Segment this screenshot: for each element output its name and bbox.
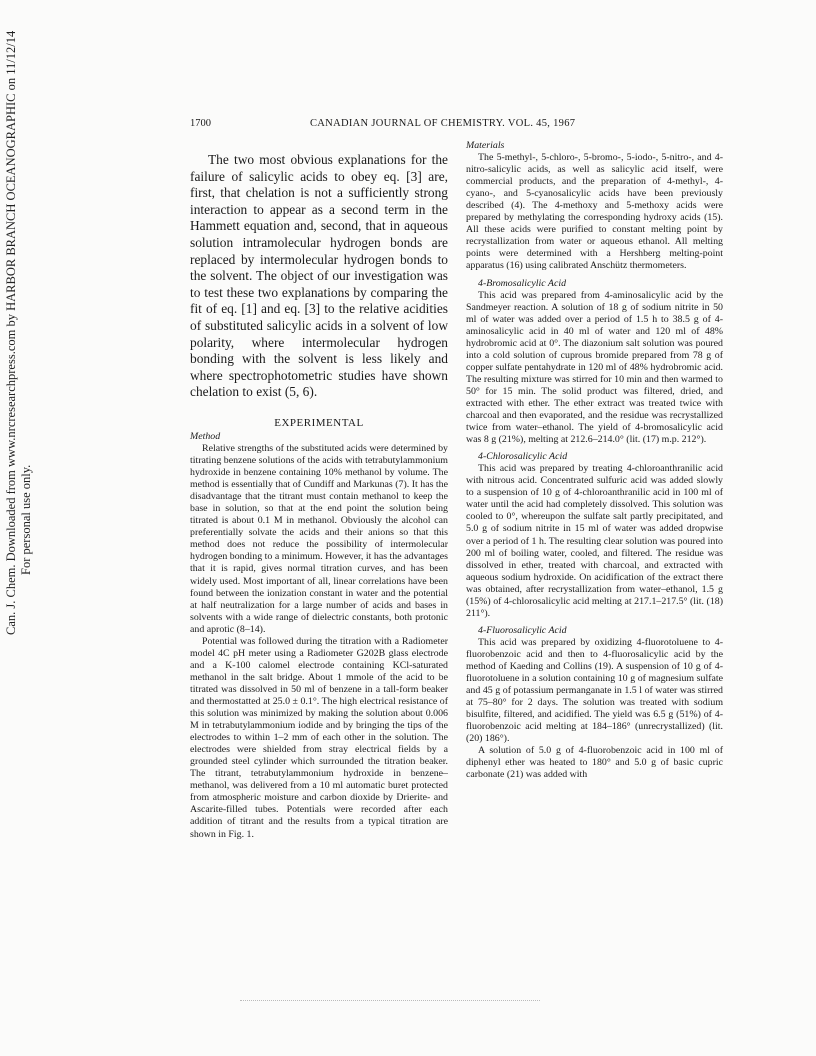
running-header: [190, 118, 730, 134]
fluoro-heading: 4-Fluorosalicylic Acid: [478, 624, 567, 636]
method-paragraph-2: Potential was followed during the titration with a Radiometer model 4C pH meter using a Radiometer G202B glass electrode and a K-100 calomel electrode containing KCl-saturated methanol in the salt bridge. About 1 mmole of the acid to be titrated was dissolved in 50 ml of benzene in a tall-form beaker and thermostatted at 25.0 ± 0.1°. The high electrical resistance of this solution was minimized by making the solution about 0.006 M in tetrabutylammonium iodide and by bringing the tips of the electrodes to within 1–2 mm of each other in the solution. The electrodes were shielded from stray electrical fields by a grounded steel cylinder which surrounded the titration beaker. The titrant, tetrabutylammonium hydroxide in benzene–methanol, was delivered from a 10 ml automatic buret protected from atmospheric moisture and carbon dioxide by Drierite- and Ascarite-filled tubes. Potentials were recorded after each addition of titrant and the results from a typical titration are shown in Fig. 1.: [190, 635, 448, 840]
fluoro-paragraph-1: This acid was prepared by oxidizing 4-fluorotoluene to 4-fluorobenzoic acid and then to 4-fluorosalicylic acid by the method of Kaeding and Collins (19). A suspension of 10 g of 4-fluorotoluene in a solution containing 10 g of magnesium sulfate and 45 g of potassium permanganate in 1.5 l of water was stirred at 75–80° for 2 days. The solution was treated with sodium bisulfite, filtered, and acidified. The yield was 6.5 g (51%) of 4-fluorobenzoic acid melting at 184–186° (unrecrystallized) (lit. (20) 186°).: [466, 636, 723, 745]
right-column: [466, 140, 723, 781]
chloro-heading: 4-Chlorosalicylic Acid: [478, 451, 568, 463]
method-heading: Method: [190, 430, 221, 442]
left-column: [190, 140, 448, 841]
method-paragraph-1: Relative strengths of the substituted acids were determined by titrating benzene solutions of the acids with tetrabutylammonium hydroxide in benzene containing 10% methanol by volume. The method is essentially that of Cundiff and Markunas (7). It has the disadvantage that the titrant must contain methanol to keep the base in solution, so that at the end point the solution being titrated is about 0.1 M in methanol. Obviously the alcohol can preferentially solvate the acids and their anions so that this method does not reduce the possibility of intermolecular hydrogen bonding to a minimum. However, it has the advantages that it is rapid, gives normal titration curves, and has been widely used. Most important of all, linear correlations have been found between the ionization constant in water and the potential at half neutralization for a large number of acids and bases in solvents with a wide range of dielectric constants, both protonic and aprotic (8–14).: [190, 443, 448, 635]
watermark-line-1: Can. J. Chem. Downloaded from www.nrcresearchpress.com by HARBOR BRANCH OCEANOGRAPHIC on 11/12/14: [4, 30, 18, 635]
bromo-paragraph: This acid was prepared from 4-aminosalicylic acid by the Sandmeyer reaction. A solution of 18 g of sodium nitrite in 50 ml of water was added over a period of 1.5 h to 38.5 g of 4-aminosalicylic acid in 40 ml of water and 120 ml of 48% hydrobromic acid at 0°. The diazonium salt solution was poured into a cold solution of cuprous bromide prepared from 78 g of copper sulfate pentahydrate in 120 ml of 48% hydrobromic acid. The resulting mixture was stirred for 10 min and then warmed to 50° for 15 min. The solid product was filtered, dried, and extracted with ether. The ether extract was treated twice with charcoal and then evaporated, and the residue was recrystallized twice from water–ethanol. The yield of 4-bromosalicylic acid was 8 g (21%), melting at 212.6–214.0° (lit. (17) m.p. 212°).: [466, 289, 723, 446]
materials-paragraph: The 5-methyl-, 5-chloro-, 5-bromo-, 5-iodo-, 5-nitro-, and 4-nitro-salicylic acids, as well as salicylic acid itself, were commercial products, and the preparation of 4-methyl-, 4-cyano-, and 5-cyanosalicylic acids have been previously described (4). The 4-methoxy and 5-methoxy acids were prepared by methylating the corresponding hydroxy acids (15). All these acids were purified to constant melting point by recrystallization from water or aqueous ethanol. All melting points were determined with a Hershberg melting-point apparatus (16) using calibrated Anschütz thermometers.: [466, 152, 723, 272]
watermark-line-2: For personal use only.: [19, 464, 33, 575]
page-number: 1700: [190, 118, 211, 129]
intro-paragraph: The two most obvious explanations for the failure of salicylic acids to obey eq. [3] are, first, that chelation is not a sufficiently strong interaction to appear as a second term in the Hammett equation and, second, that in aqueous solution intramolecular hydrogen bonds are replaced by intermolecular hydrogen bonds to the solvent. The object of our investigation was to test these two explanations by comparing the fit of eq. [1] and eq. [3] to the relative acidities of substituted salicylic acids in a solvent of low polarity, where intermolecular hydrogen bonding with the solvent is less likely and where spectrophotometric studies have shown chelation to exist (5, 6).: [190, 152, 448, 400]
download-watermark: [4, 30, 44, 635]
chloro-paragraph: This acid was prepared by treating 4-chloroanthranilic acid with nitrous acid. Concentrated sulfuric acid was added slowly to a suspension of 10 g of 4-chloroanthranilic acid in 100 ml of water until the acid had completely dissolved. This solution was cooled to 0°, whereupon the sulfate salt partly precipitated, and 5.0 g of sodium nitrite in 15 ml of water was added dropwise over a period of 1 h. The resulting clear solution was poured into 200 ml of boiling water, cooled, and filtered. The residue was dissolved in ether, treated with charcoal, and extracted with aqueous sodium hydroxide. On acidification of the extract there was obtained, after recrystallization from water–ethanol, 1.5 g (15%) of 4-chlorosalicylic acid melting at 217.1–217.5° (lit. (18) 211°).: [466, 463, 723, 619]
materials-heading: Materials: [466, 140, 505, 151]
bromo-heading: 4-Bromosalicylic Acid: [478, 277, 567, 289]
fluoro-paragraph-2: A solution of 5.0 g of 4-fluorobenzoic acid in 100 ml of diphenyl ether was heated to 180° and 5.0 g of basic cupric carbonate (21) was added with: [466, 745, 723, 781]
scan-artifact: [240, 1000, 540, 1003]
section-title-experimental: EXPERIMENTAL: [274, 416, 364, 429]
journal-title: CANADIAN JOURNAL OF CHEMISTRY. VOL. 45, 1967: [310, 118, 576, 129]
